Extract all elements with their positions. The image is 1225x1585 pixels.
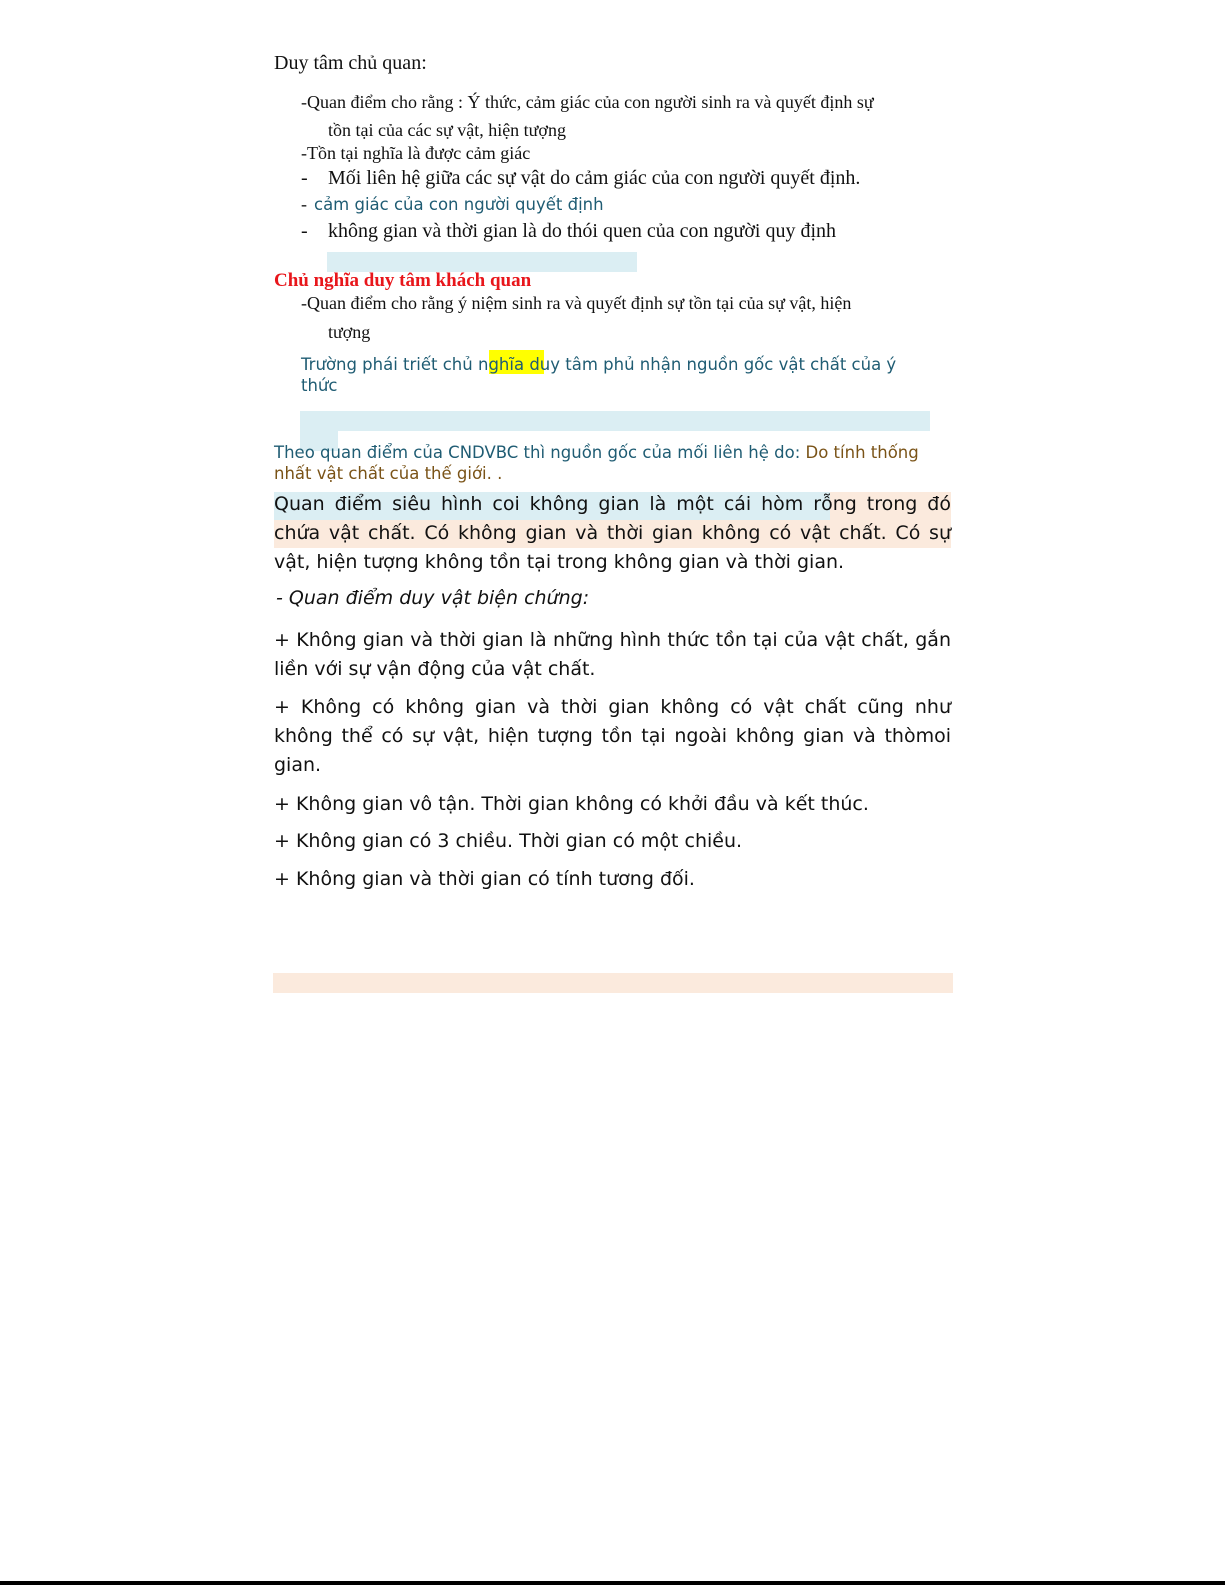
text-span: Trường phái triết chủ — [301, 355, 478, 374]
theo-quan-diem-line — [274, 443, 919, 462]
heading-duy-tam-khach-quan: Chủ nghĩa duy tâm khách quan — [274, 270, 532, 291]
teal-text-line — [301, 355, 896, 374]
paragraph: + Không gian và thời gian có tính tương đối. — [274, 868, 695, 890]
list-bullet: - — [301, 220, 308, 242]
heading-duy-tam-chu-quan: Duy tâm chủ quan: — [274, 52, 427, 74]
highlighted-word: nghĩa — [477, 355, 525, 374]
list-item: không gian và thời gian là do thói quen của con người quy định — [328, 220, 837, 242]
theo-quan-diem-line-2: nhất vật chất của thế giới. . — [274, 464, 503, 483]
paragraph: + Không gian có 3 chiều. Thời gian có một chiều. — [274, 830, 743, 852]
paragraph: + Không gian vô tận. Thời gian không có khởi đầu và kết thúc. — [274, 793, 869, 815]
text-line: tượng — [328, 322, 371, 342]
highlight-block — [273, 973, 953, 993]
paragraph-sieu-hinh: Quan điểm siêu hình coi không gian là một cái hòm rỗng trong đó chứa vật chất. Có không gian và thời gian không có vật chất. Có sự vật, hiện tượng không tồn tại trong không gian và thời gian. — [274, 493, 951, 573]
text-line: -Tồn tại nghĩa là được cảm giác — [301, 143, 531, 163]
list-bullet: - — [301, 167, 308, 189]
text-line: tồn tại của các sự vật, hiện tượng — [328, 120, 566, 140]
text-line: -Quan điểm cho rằng ý niệm sinh ra và quyết định sự tồn tại của sự vật, hiện — [301, 293, 852, 313]
italic-subheading: - Quan điểm duy vật biện chứng: — [276, 587, 590, 609]
paragraph: + Không gian và thời gian là những hình thức tồn tại của vật chất, gắn liền với sự vận động của vật chất. — [274, 629, 951, 680]
list-bullet: - — [301, 194, 307, 214]
teal-text-line: thức — [301, 376, 338, 395]
paragraph: + Không có không gian và thời gian không có vật chất cũng như không thể có sự vật, hiện tượng tồn tại ngoài không gian và thòmoi gian. — [274, 696, 951, 776]
list-item: cảm giác của con người quyết định — [314, 195, 604, 214]
text-span: Theo quan điểm của CNDVBC thì nguồn gốc của mối liên hệ do: — [274, 443, 806, 462]
highlight-block — [300, 411, 930, 431]
text-line: -Quan điểm cho rằng : Ý thức, cảm giác của con người sinh ra và quyết định sự — [301, 92, 874, 112]
bottom-border — [0, 1581, 1225, 1585]
text-span: Do tính thống — [805, 443, 919, 462]
highlight-block — [327, 252, 637, 272]
text-span: duy tâm phủ nhận nguồn gốc vật chất của ý — [524, 355, 897, 374]
list-item: Mối liên hệ giữa các sự vật do cảm giác của con người quyết định. — [328, 167, 861, 189]
